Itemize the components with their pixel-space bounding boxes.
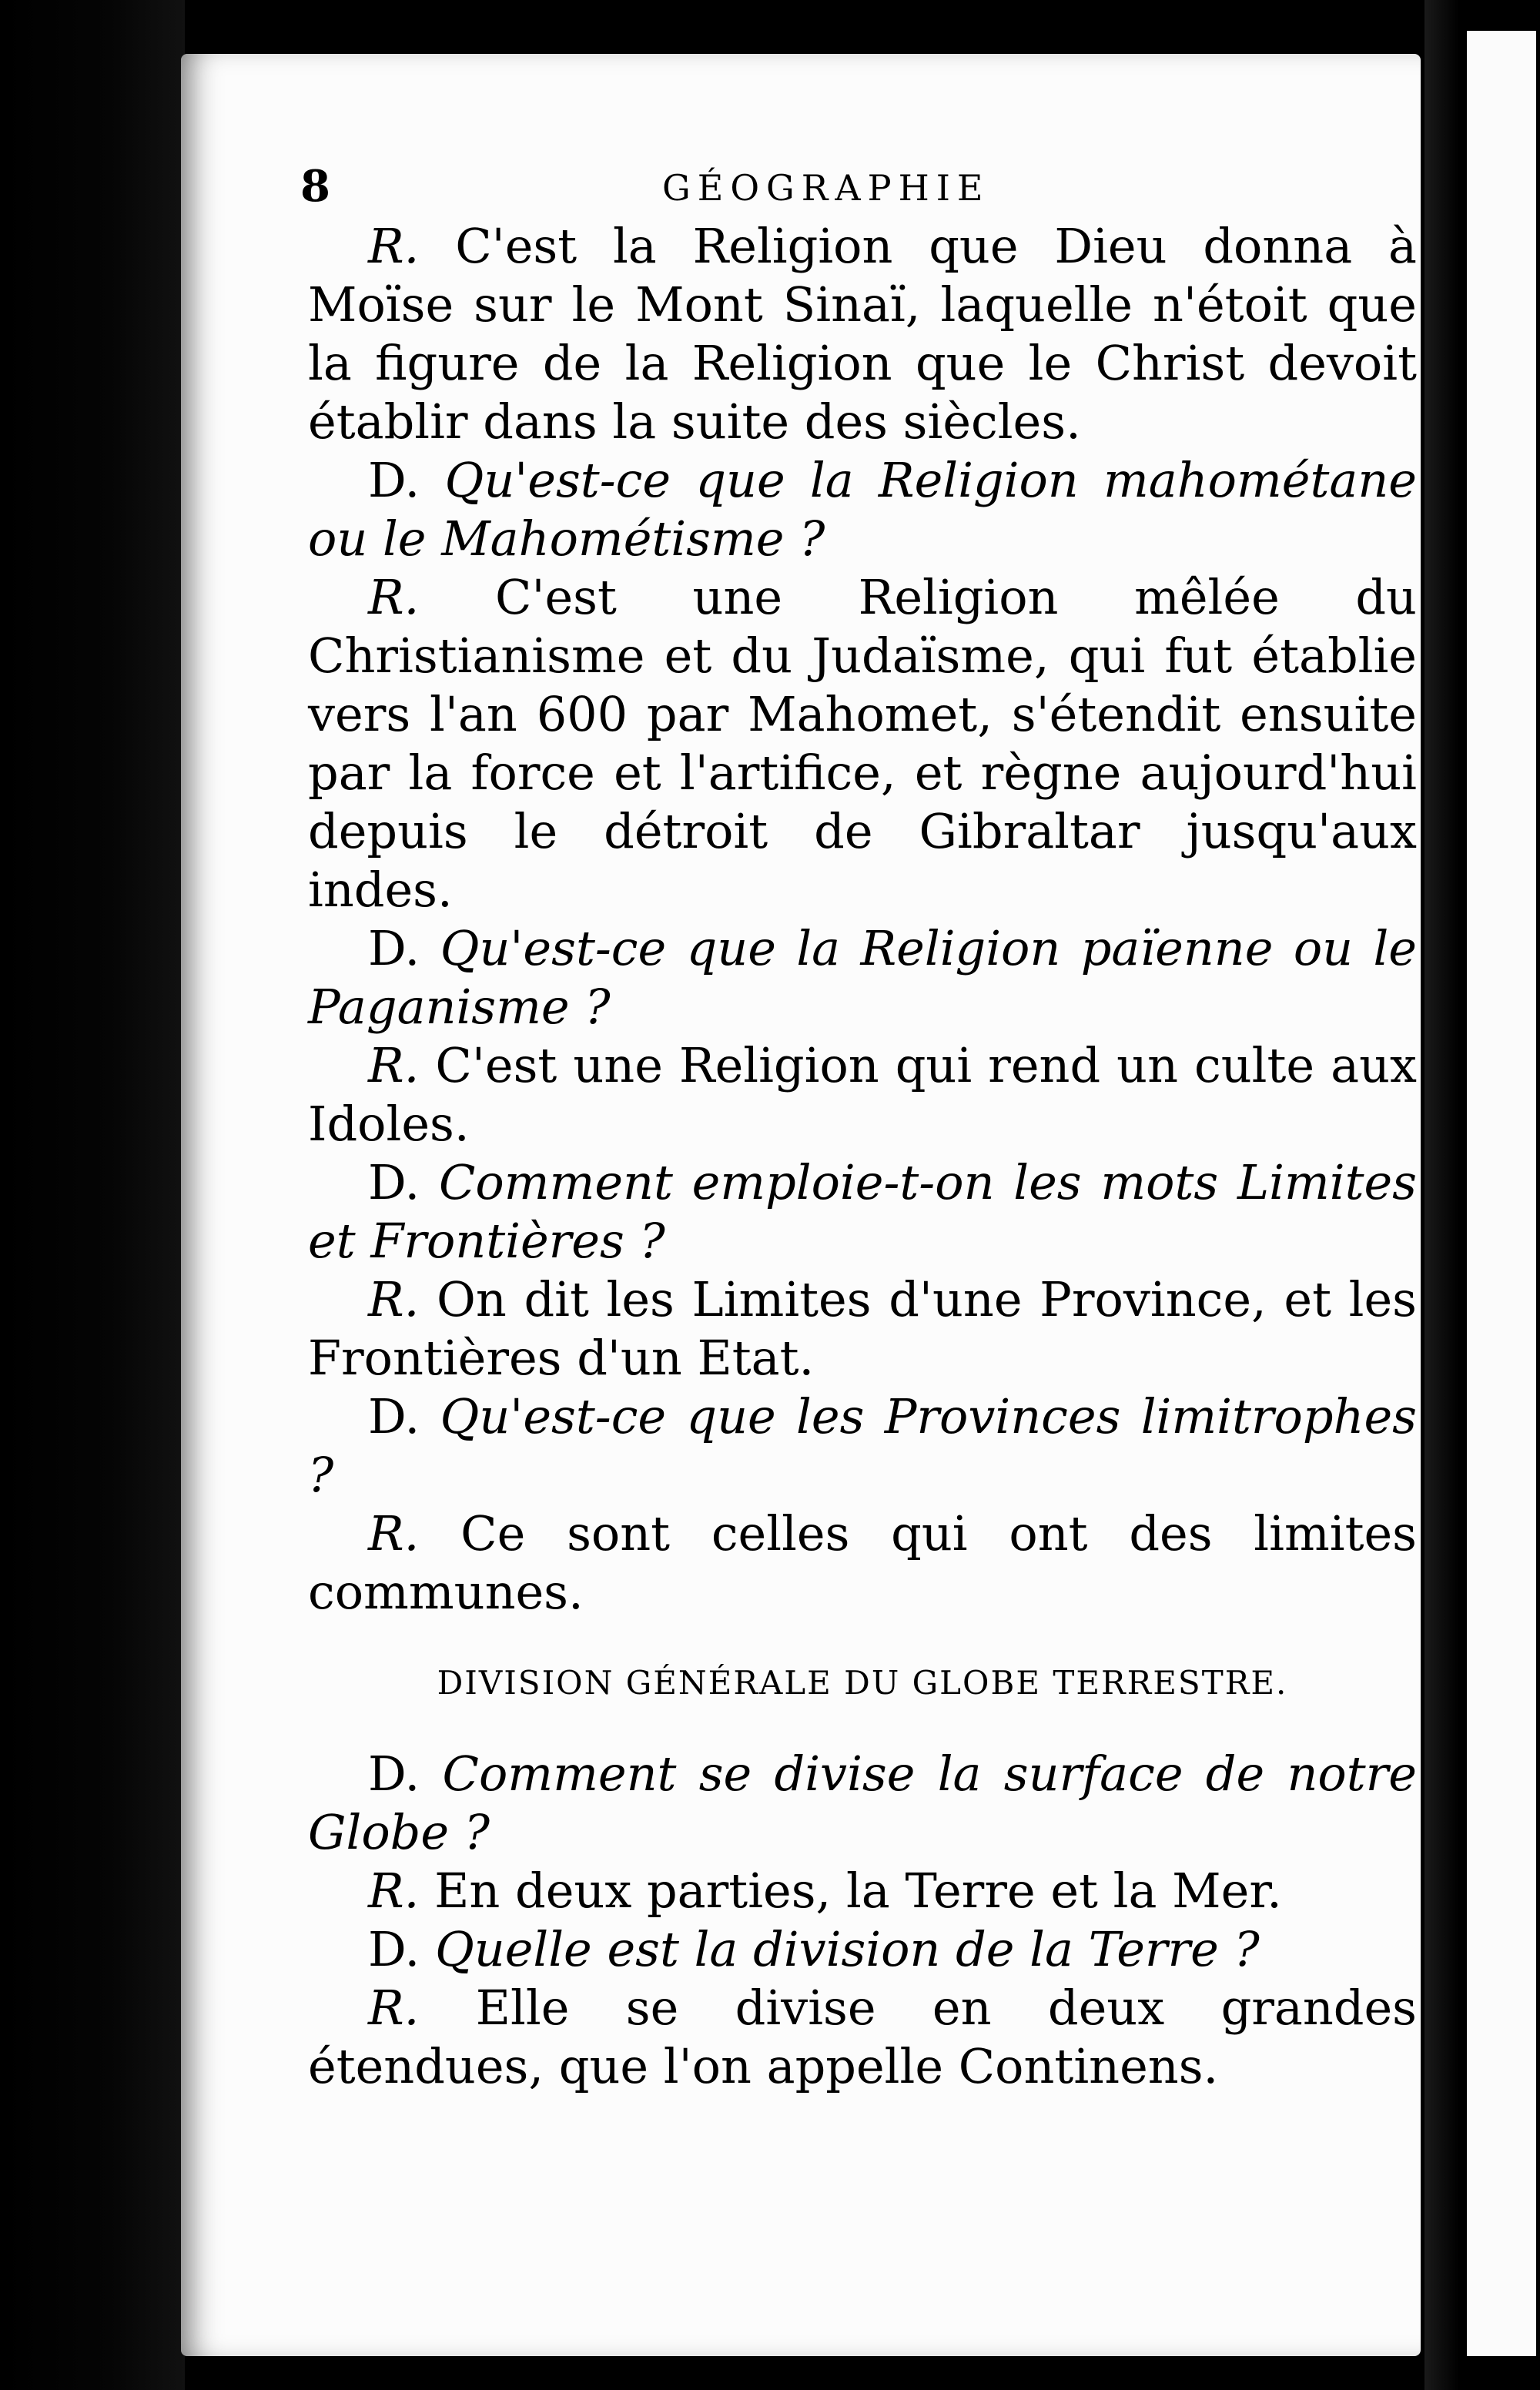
paragraph-text: C'est la Religion que Dieu donna à Moïse sur le Mont Sinaï, laquelle n'étoit que la figure de la Religion que le Christ devoit établir dans la suite des siècles. xyxy=(308,218,1418,450)
paragraph-label: R. xyxy=(368,1037,420,1093)
paragraph-label: D. xyxy=(368,1388,420,1444)
answer-paragraph xyxy=(308,217,1417,451)
question-paragraph xyxy=(308,1745,1417,1862)
page-body xyxy=(308,217,1417,2096)
paragraph-text: On dit les Limites d'une Province, et les Frontières d'un Etat. xyxy=(308,1271,1417,1386)
paragraph-text: Elle se divise en deux grandes étendues, que l'on appelle Continens. xyxy=(308,1980,1417,2094)
paragraph-label: D. xyxy=(368,1921,420,1977)
running-head: GÉOGRAPHIE xyxy=(662,167,990,209)
paragraph-text: C'est une Religion qui rend un culte aux Idoles. xyxy=(308,1037,1417,1152)
qa-list-bottom xyxy=(308,1745,1417,2096)
answer-paragraph xyxy=(308,1862,1417,1920)
paragraph-label: R. xyxy=(368,569,420,625)
question-paragraph xyxy=(308,451,1417,568)
answer-paragraph xyxy=(308,1979,1417,2096)
question-paragraph xyxy=(308,919,1417,1036)
paragraph-label: R. xyxy=(368,218,420,274)
answer-paragraph xyxy=(308,568,1417,919)
paragraph-label: D. xyxy=(368,1746,420,1802)
paragraph-label: D. xyxy=(368,920,420,976)
paragraph-label: D. xyxy=(368,452,420,508)
paragraph-text: En deux parties, la Terre et la Mer. xyxy=(434,1863,1282,1919)
paragraph-text: Qu'est-ce que la Religion mahométane ou le Mahométisme ? xyxy=(308,452,1417,567)
paragraph-label: R. xyxy=(368,1863,420,1919)
paragraph-text: C'est une Religion mêlée du Christianisme et du Judaïsme, qui fut établie vers l'an 600 par Mahomet, s'étendit ensuite par la force et l'artifice, et règne aujourd'hui depuis le détroit de Gibraltar jusqu'aux indes. xyxy=(308,569,1417,918)
paragraph-text: Quelle est la division de la Terre ? xyxy=(434,1921,1260,1977)
answer-paragraph xyxy=(308,1270,1417,1387)
answer-paragraph xyxy=(308,1036,1417,1153)
adjacent-page-edge xyxy=(1459,31,1536,2356)
paragraph-label: D. xyxy=(368,1154,420,1210)
qa-list-top xyxy=(308,217,1417,1622)
paragraph-text: Comment emploie-t-on les mots Limites et Frontières ? xyxy=(308,1154,1417,1269)
answer-paragraph xyxy=(308,1505,1417,1622)
page-header xyxy=(300,161,1417,212)
paragraph-text: Qu'est-ce que la Religion païenne ou le Paganisme ? xyxy=(308,920,1417,1035)
paragraph-text: Ce sont celles qui ont des limites communes. xyxy=(308,1505,1417,1620)
paragraph-label: R. xyxy=(368,1505,420,1562)
section-title: DIVISION GÉNÉRALE DU GLOBE TERRESTRE. xyxy=(437,1664,1288,1702)
paragraph-text: Comment se divise la surface de notre Globe ? xyxy=(308,1746,1417,1860)
paragraph-label: R. xyxy=(368,1980,420,2036)
question-paragraph xyxy=(308,1387,1417,1505)
scan-left-margin xyxy=(0,0,185,2390)
paragraph-label: R. xyxy=(368,1271,420,1327)
question-paragraph xyxy=(308,1920,1417,1979)
page-number: 8 xyxy=(300,161,330,212)
question-paragraph xyxy=(308,1153,1417,1270)
paragraph-text: Qu'est-ce que les Provinces limitrophes ? xyxy=(308,1388,1417,1503)
